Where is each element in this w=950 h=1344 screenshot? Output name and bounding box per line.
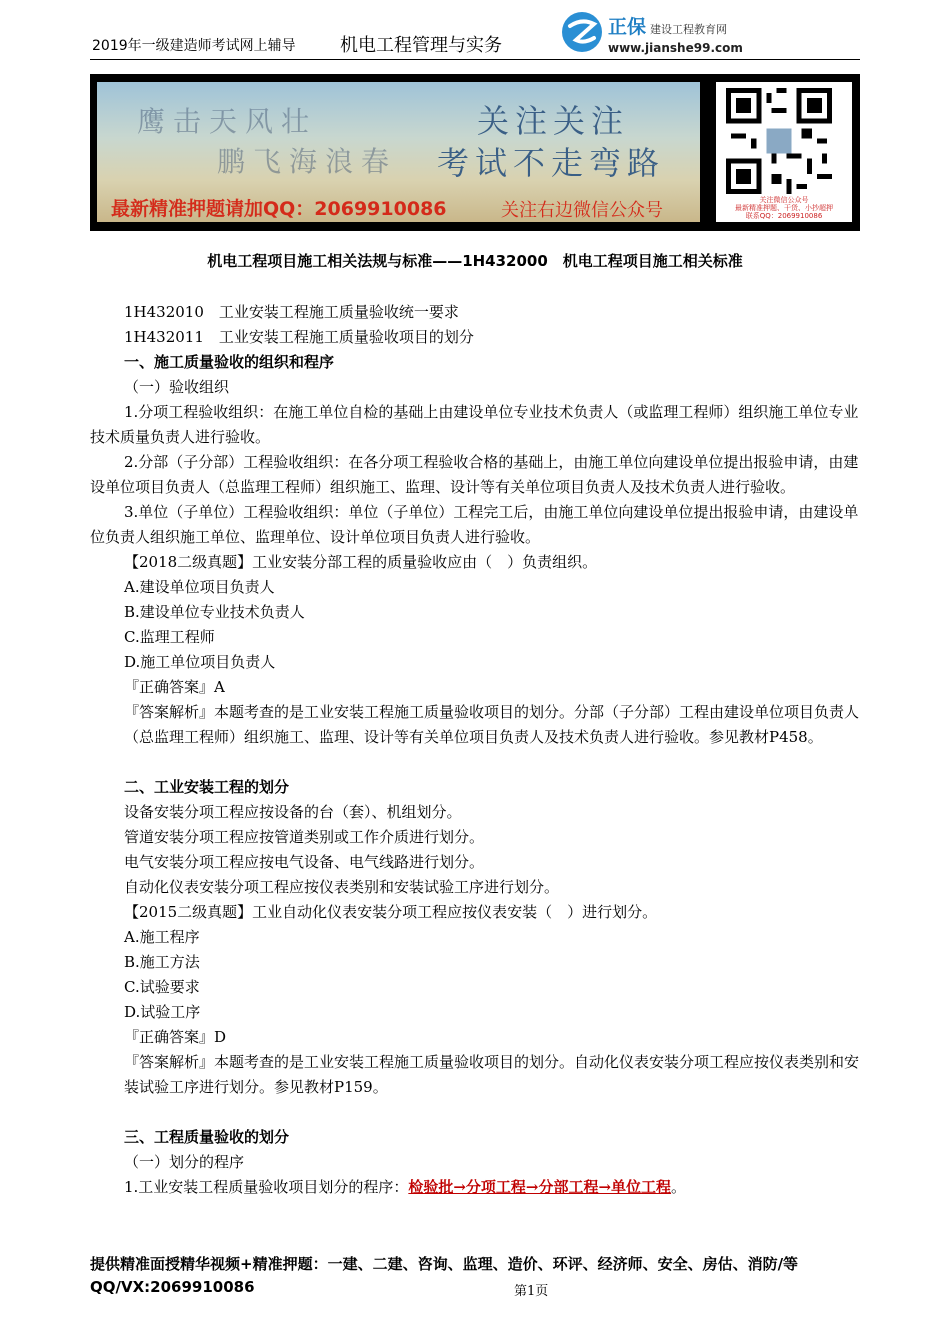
question-2-explanation: 『答案解析』本题考查的是工业安装工程施工质量验收项目的划分。自动化仪表安装分项工程应按仪表类别和安装试验工序进行划分。参见教材P159。 xyxy=(124,1053,860,1096)
question-2-option-c: C.试验要求 xyxy=(124,978,200,996)
division-rule-4: 自动化仪表安装分项工程应按仪表类别和安装试验工序进行划分。 xyxy=(124,878,560,896)
division-rule-1: 设备安装分项工程应按设备的台（套）、机组划分。 xyxy=(124,803,462,821)
banner-poem-line2: 鹏飞海浪春 xyxy=(217,145,398,178)
qr-caption-line3: 联系QQ：2069910086 xyxy=(745,212,823,220)
question-1: 【2018二级真题】工业安装分部工程的质量验收应由（ ）负责组织。 xyxy=(124,553,598,571)
document-title: 机电工程项目施工相关法规与标准——1H432000 机电工程项目施工相关标准 xyxy=(207,252,743,270)
paragraph-2: 2.分部（子分部）工程验收组织：在各分项工程验收合格的基础上，由施工单位向建设单位提出报验申请，由建设单位项目负责人（总监理工程师）组织施工、监理、设计等有关单位项目负责人及技术负责人进行验收。 xyxy=(90,453,859,496)
division-rule-3: 电气安装分项工程应按电气设备、电气线路进行划分。 xyxy=(124,853,485,871)
brand-logo[interactable] xyxy=(560,8,760,56)
procedure-label: 1.工业安装工程质量验收项目划分的程序： xyxy=(124,1178,409,1196)
banner-slogan-line2: 考试不走弯路 xyxy=(437,144,666,182)
question-2-option-d: D.试验工序 xyxy=(124,1003,201,1021)
banner-wechat-text: 关注右边微信公众号 xyxy=(501,200,663,221)
section-code-1: 1H432010 工业安装工程施工质量验收统一要求 xyxy=(124,303,459,321)
heading-3: 三、工程质量验收的划分 xyxy=(124,1128,290,1146)
banner-poem-line1: 鹰击天风壮 xyxy=(137,105,318,138)
procedure-sequence: 检验批→分项工程→分部工程→单位工程 xyxy=(408,1178,672,1196)
banner-slogan-line1: 关注关注 xyxy=(477,102,630,140)
qr-code-icon xyxy=(726,88,832,194)
qr-caption-line1: 关注微信公众号 xyxy=(759,196,809,204)
document-body xyxy=(90,300,860,1200)
header-exam-title: 2019年一级建造师考试网上辅导 xyxy=(92,38,296,54)
question-2-answer: 『正确答案』D xyxy=(124,1028,227,1046)
question-2-option-a: A.施工程序 xyxy=(124,928,200,946)
paragraph-1: 1.分项工程验收组织：在施工单位自检的基础上由建设单位专业技术负责人（或监理工程师）组织施工单位专业技术质量负责人进行验收。 xyxy=(90,403,859,446)
footer-promo: 提供精准面授精华视频+精准押题：一建、二建、咨询、监理、造价、环评、经济师、安全、房估、消防/等 xyxy=(90,1255,799,1273)
division-rule-2: 管道安装分项工程应按管道类别或工作介质进行划分。 xyxy=(124,828,485,846)
header-subject: 机电工程管理与实务 xyxy=(340,35,502,56)
question-1-explanation: 『答案解析』本题考查的是工业安装工程施工质量验收项目的划分。分部（子分部）工程由建设单位项目负责人（总监理工程师）组织施工、监理、设计等有关单位项目负责人及技术负责人进行验收。参见教材P458。 xyxy=(124,703,860,746)
question-2-option-b: B.施工方法 xyxy=(124,953,200,971)
qr-caption-line2: 最新精准押题、干货、小抄超押 xyxy=(735,204,833,212)
banner-qq-text: 最新精准押题请加QQ：2069910086 xyxy=(111,198,447,220)
logo-brand-sub: 建设工程教育网 xyxy=(650,23,728,36)
banner-image xyxy=(97,82,700,222)
page-number: 第1页 xyxy=(514,1284,549,1299)
question-1-answer: 『正确答案』A xyxy=(124,678,225,696)
subheading-3: （一）划分的程序 xyxy=(124,1153,245,1171)
question-1-option-d: D.施工单位项目负责人 xyxy=(124,653,276,671)
logo-swirl-icon xyxy=(560,10,604,54)
question-1-option-a: A.建设单位项目负责人 xyxy=(124,578,275,596)
heading-1: 一、施工质量验收的组织和程序 xyxy=(124,353,335,371)
logo-text xyxy=(608,12,743,55)
subheading-1: （一）验收组织 xyxy=(124,378,230,396)
spacer xyxy=(90,750,860,775)
procedure-line xyxy=(90,1175,860,1200)
question-1-option-c: C.监理工程师 xyxy=(124,628,215,646)
section-code-2: 1H432011 工业安装工程施工质量验收项目的划分 xyxy=(124,328,474,346)
logo-url: www.jianshe99.com xyxy=(608,41,743,55)
question-1-option-b: B.建设单位专业技术负责人 xyxy=(124,603,305,621)
question-2: 【2015二级真题】工业自动化仪表安装分项工程应按仪表安装（ ）进行划分。 xyxy=(124,903,658,921)
paragraph-3: 3.单位（子单位）工程验收组织：单位（子单位）工程完工后，由施工单位向建设单位提出报验申请，由建设单位负责人组织施工单位、监理单位、设计单位项目负责人进行验收。 xyxy=(90,503,859,546)
procedure-end: 。 xyxy=(671,1178,687,1196)
footer-contact: QQ/VX:2069910086 xyxy=(90,1278,255,1296)
qr-caption xyxy=(718,196,850,220)
page-header xyxy=(90,8,860,60)
logo-brand-name: 正保 xyxy=(608,16,647,38)
qr-code-panel xyxy=(716,82,852,222)
heading-2: 二、工业安装工程的划分 xyxy=(124,778,290,796)
spacer xyxy=(90,1100,860,1125)
promo-banner xyxy=(90,74,860,231)
